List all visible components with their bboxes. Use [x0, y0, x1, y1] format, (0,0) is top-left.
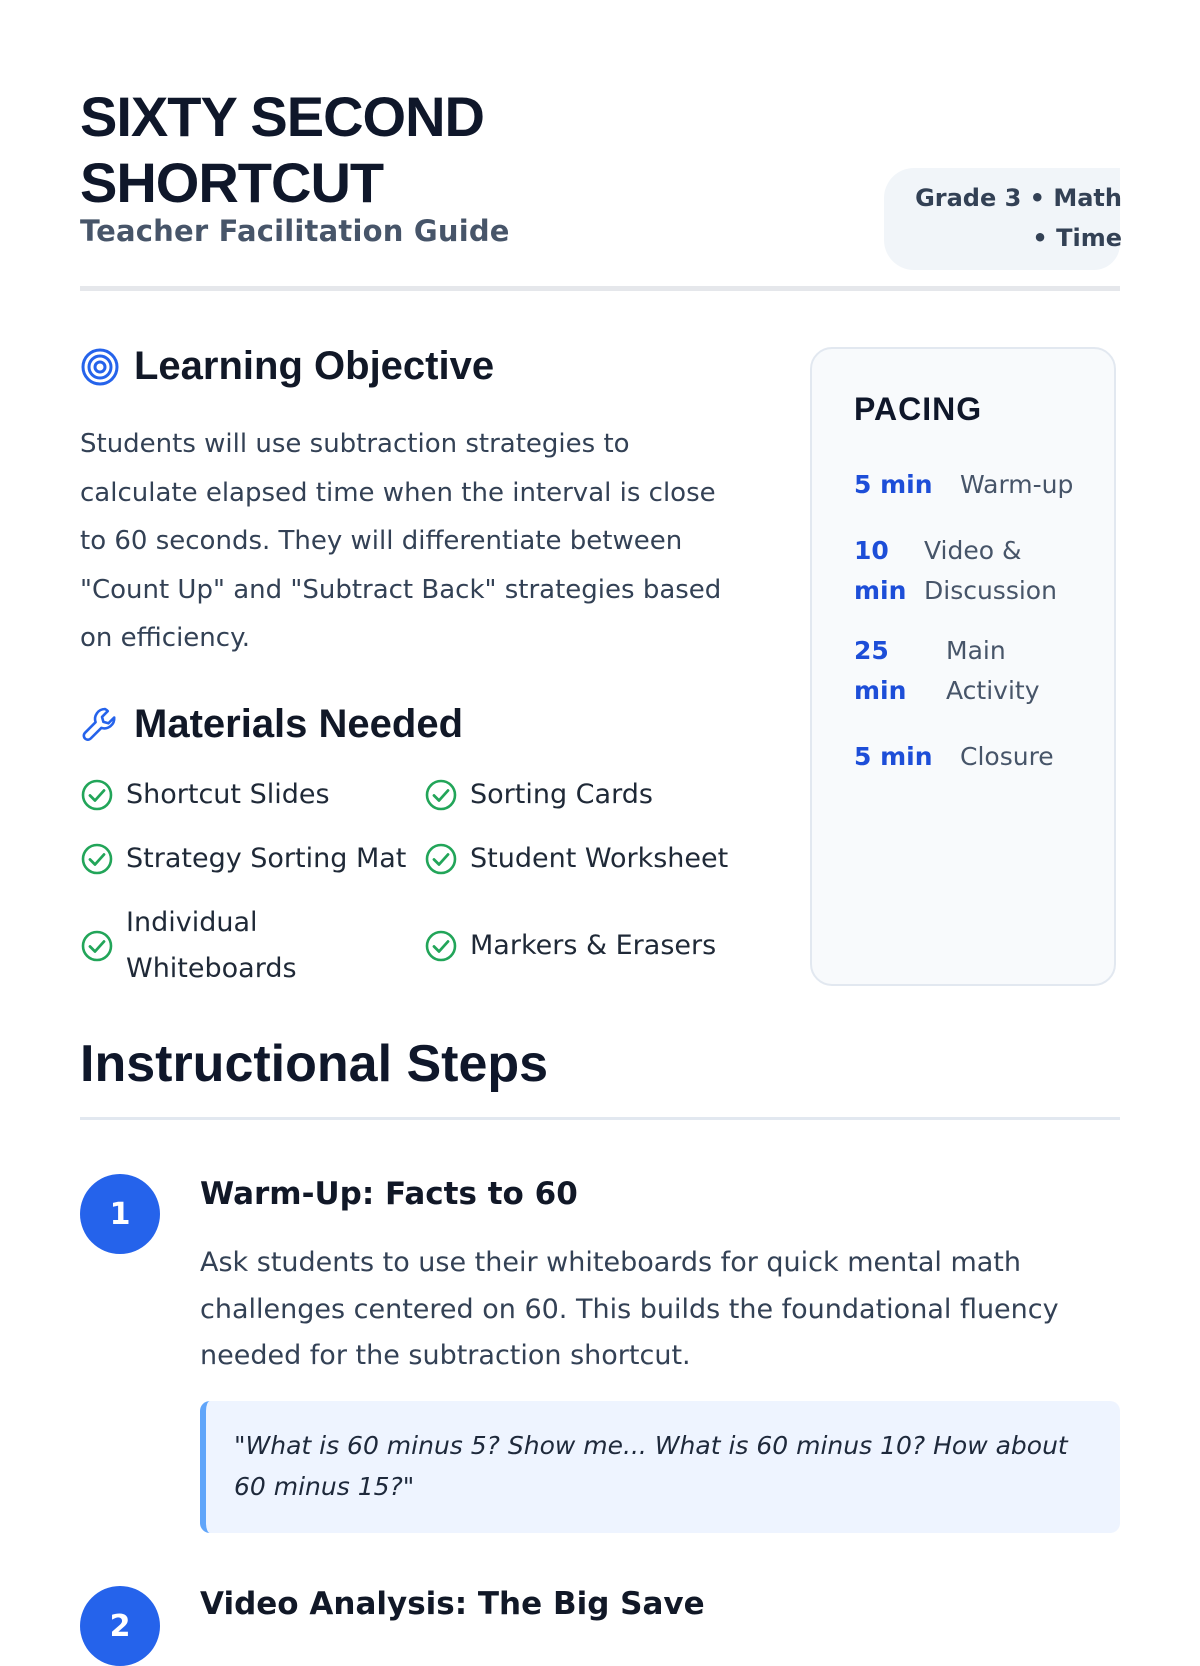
step-title: Video Analysis: The Big Save — [200, 1586, 705, 1622]
pacing-duration: 10 min — [854, 536, 907, 605]
material-label: Strategy Sorting Mat — [126, 843, 407, 874]
steps-divider — [80, 1117, 1120, 1120]
step-title: Warm-Up: Facts to 60 — [200, 1176, 578, 1212]
material-label: Individual Whiteboards — [126, 907, 297, 984]
document-subtitle: Teacher Facilitation Guide — [80, 214, 510, 248]
objective-text: Students will use subtraction strategies to calculate elapsed time when the interval is close to 60 seconds. They will differentiate between "Count Up" and "Subtract Back" strategies based on efficiency. — [80, 429, 722, 653]
pacing-activity: Closure — [960, 742, 1054, 771]
material-label: Student Worksheet — [470, 843, 729, 874]
header-divider — [80, 286, 1120, 291]
pacing-activity: Warm-up — [960, 470, 1074, 499]
pacing-row — [854, 465, 1073, 505]
objective-heading-label: Learning Objective — [134, 344, 495, 388]
material-item — [424, 900, 760, 992]
grade-subject-label: Grade 3 • Math • Time — [915, 184, 1122, 252]
grade-subject-badge — [884, 168, 1120, 270]
check-circle-icon — [80, 842, 114, 876]
teacher-script-quote: "What is 60 minus 5? Show me... What is 60 minus 10? How about 60 minus 15?" — [200, 1401, 1120, 1533]
document-title: SIXTY SECOND SHORTCUT — [80, 85, 484, 214]
pacing-duration: 25 min — [854, 636, 907, 705]
materials-heading-label: Materials Needed — [134, 702, 464, 746]
material-item — [424, 772, 760, 818]
pacing-row — [854, 531, 1064, 611]
step-number-badge: 2 — [80, 1586, 160, 1666]
material-item — [80, 772, 424, 818]
pacing-duration: 5 min — [854, 470, 933, 499]
material-item — [80, 900, 424, 992]
pacing-activity: Main Activity — [946, 636, 1040, 705]
check-circle-icon — [80, 778, 114, 812]
check-circle-icon — [80, 929, 114, 963]
material-item — [80, 836, 424, 882]
material-label: Sorting Cards — [470, 779, 653, 810]
materials-heading — [80, 702, 463, 747]
step-number-badge: 1 — [80, 1174, 160, 1254]
wrench-icon — [80, 705, 120, 745]
material-label: Markers & Erasers — [470, 930, 717, 961]
check-circle-icon — [424, 929, 458, 963]
pacing-row — [854, 631, 1046, 711]
steps-heading: Instructional Steps — [80, 1035, 549, 1093]
pacing-duration: 5 min — [854, 742, 933, 771]
pacing-activity: Video & Discussion — [924, 536, 1057, 605]
check-circle-icon — [424, 778, 458, 812]
pacing-row — [854, 737, 1054, 777]
check-circle-icon — [424, 842, 458, 876]
material-label: Shortcut Slides — [126, 779, 330, 810]
pacing-card — [810, 347, 1116, 986]
material-item — [424, 836, 760, 882]
step-body: Ask students to use their whiteboards for quick mental math challenges centered on 60. This builds the foundational fluency needed for the subtraction shortcut. — [200, 1247, 1059, 1371]
pacing-title: PACING — [854, 391, 983, 427]
objective-heading — [80, 344, 494, 389]
target-icon — [80, 347, 120, 387]
materials-list — [80, 772, 760, 992]
